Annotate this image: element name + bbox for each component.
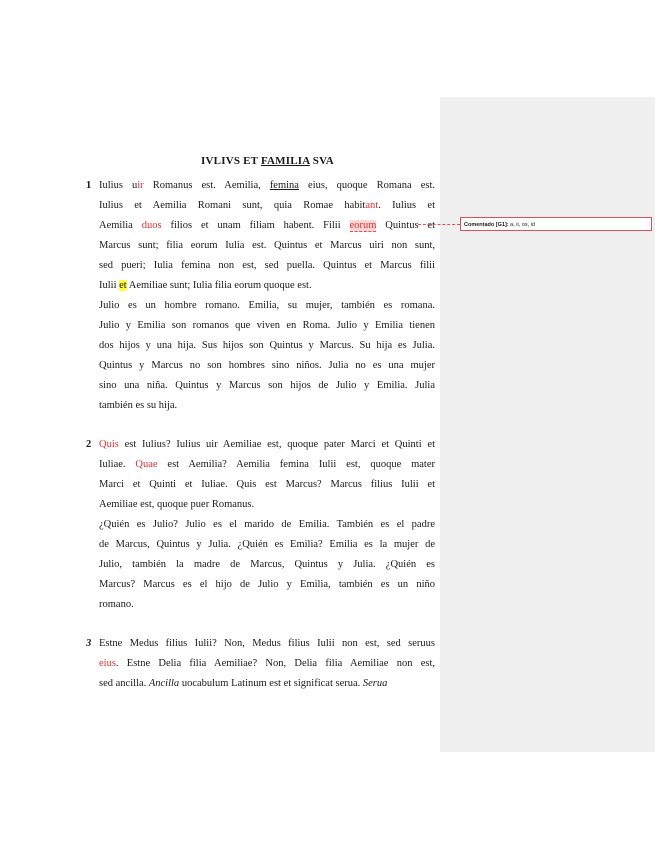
text-line [99,435,435,455]
text-run: est Iulius? Iulius uir Aemiliae est, quoque pater Marci et Quinti et [118,439,435,450]
text-line [99,216,435,236]
text-run: uocabulum Latinum est et significat serua. [179,678,363,689]
text-run: Romanus est. Aemilia, [143,180,270,191]
text-line [99,654,435,674]
text-run: est Aemilia? Aemilia femina Iulii est, quoque mater [157,459,435,470]
text-run: Quintus et [376,220,435,231]
italic-text: Serua [362,678,388,689]
revision-text: ir [137,180,144,191]
text-run: Aemiliae sunt; Iulia filia eorum quoque est. [126,280,312,291]
text-run: Quintus y Marcus no son hombres sino niños. Julia no es una mujer [99,360,435,371]
text-run: sed ancilla. [99,678,149,689]
text-line [99,336,435,356]
text-run: Julio y Emilia son romanos que viven en Roma. Julio y Emilia tienen [99,320,435,331]
section-number: 2 [86,439,92,450]
text-run: Iuliae. [99,459,136,470]
text-line [99,256,435,276]
revision-text: Quae [135,459,158,470]
text-run: Julio es un hombre romano. Emilia, su mujer, también es romana. [99,300,435,311]
text-line [99,176,435,196]
text-line [99,455,435,475]
text-line [99,674,435,694]
underlined-text: femina [269,180,299,191]
text-run: filios et unam filiam habent. Filii [161,220,350,231]
comment-text: a, ii, os, id [510,222,535,228]
text-line [99,634,435,654]
italic-text: Ancilla [148,678,180,689]
text-run: Aemilia [99,220,142,231]
text-line [99,196,435,216]
section-paragraph [99,634,435,694]
text-line [99,236,435,256]
text-line [99,396,435,416]
text-run: ¿Quién es Julio? Julio es el marido de Emilia. También es el padre [99,519,435,530]
text-run: eius, quoque Romana est. [298,180,436,191]
text-run: . Estne Delia filia Aemiliae? Non, Delia filia Aemiliae non est, [115,658,435,669]
text-run: dos hijos y una hija. Sus hijos son Quintus y Marcus. Su hija es Julia. [99,340,435,351]
text-line [99,495,435,515]
text-line [99,296,435,316]
highlighted-text: et [119,280,127,291]
text-line [99,515,435,535]
comment-label: Comentado [G1]: [464,222,509,228]
text-run: Julio, también la madre de Marcus, Quintus y Julia. ¿Quién es [99,559,435,570]
text-run: romano. [99,599,134,610]
text-run: Marcus? Marcus es el hijo de Julio y Emilia, también es un niño [99,579,435,590]
revision-text: eius [99,658,116,669]
text-line [99,595,435,615]
revision-text: ant [365,200,379,211]
section-number: 1 [86,180,92,191]
commented-text[interactable]: eorum [349,220,377,231]
text-run: Iulii [99,280,120,291]
section-number: 3 [86,638,92,649]
text-line [99,276,435,296]
text-run: sino una niña. Quintus y Marcus son hijos de Julio y Emilia. Julia [99,380,435,391]
text-run: Aemiliae est, quoque puer Romanus. [99,499,255,510]
text-run: sed pueri; Iulia femina non est, sed puella. Quintus et Marcus filii [99,260,435,271]
text-run: de Marcus, Quintus y Julia. ¿Quién es Emilia? Emilia es la mujer de [99,539,435,550]
text-line [99,555,435,575]
text-line [99,575,435,595]
section-paragraph [99,435,435,615]
section-paragraph [99,176,435,416]
comment-margin-pane [440,97,655,752]
text-run: Iulius et Aemilia Romani sunt, quia Romae habit [99,200,366,211]
text-line [99,475,435,495]
text-line [99,535,435,555]
comment-balloon[interactable] [460,217,652,231]
text-run: Iulius u [99,180,138,191]
comment-connector [418,224,460,225]
title-prefix: IVLIVS ET [201,155,261,167]
text-line [99,376,435,396]
text-line [99,316,435,336]
text-run: Marci et Quinti et Iuliae. Quis est Marcus? Marcus filius Iulii et [99,479,435,490]
revision-text: duos [141,220,162,231]
title-suffix: SVA [309,155,334,167]
text-run: Marcus sunt; filia eorum Iulia est. Quintus et Marcus uiri non sunt, [99,240,435,251]
text-line [99,356,435,376]
revision-text: Quis [99,439,119,450]
text-run: . Iulius et [378,200,435,211]
document-title [100,155,435,167]
title-underlined-word: FAMILIA [260,155,310,167]
text-run: Estne Medus filius Iulii? Non, Medus filius Iulii non est, sed seruus [99,638,435,649]
text-run: también es su hija. [99,400,178,411]
